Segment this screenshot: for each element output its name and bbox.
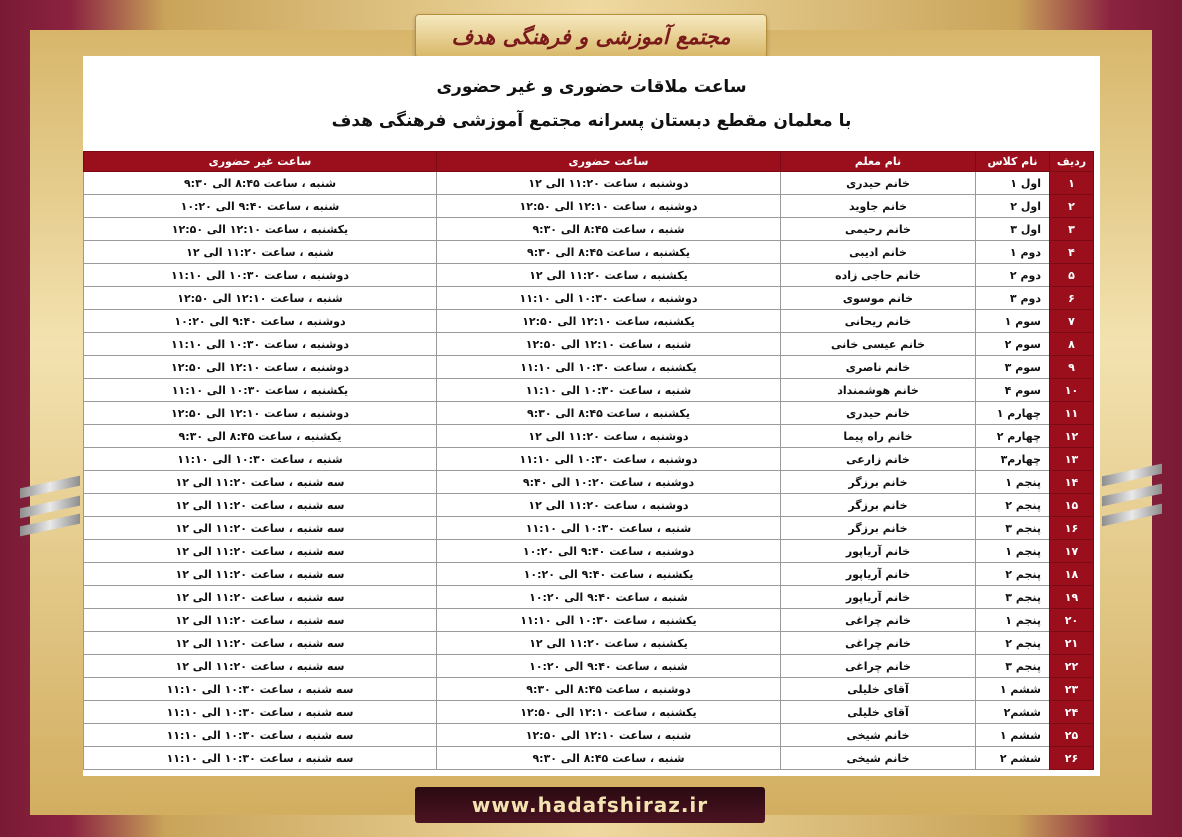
table-row — [84, 425, 1094, 448]
online-time-cell: شنبه ، ساعت ۱۰:۳۰ الی ۱۱:۱۰ — [84, 448, 437, 471]
class-name-cell: ششم۲ — [976, 701, 1050, 724]
table-row — [84, 701, 1094, 724]
teacher-name-cell: خانم آریاپور — [781, 540, 976, 563]
table-row — [84, 218, 1094, 241]
teacher-name-cell: خانم جاوید — [781, 195, 976, 218]
table-row — [84, 678, 1094, 701]
row-number-cell: ۲۱ — [1050, 632, 1094, 655]
class-name-cell: سوم ۳ — [976, 356, 1050, 379]
row-number-cell: ۹ — [1050, 356, 1094, 379]
inperson-time-cell: دوشنبه ، ساعت ۱۱:۲۰ الی ۱۲ — [437, 494, 781, 517]
online-time-cell: دوشنبه ، ساعت ۹:۴۰ الی ۱۰:۲۰ — [84, 310, 437, 333]
row-number-cell: ۱۰ — [1050, 379, 1094, 402]
class-name-cell: ششم ۲ — [976, 747, 1050, 770]
teacher-name-cell: خانم چراغی — [781, 609, 976, 632]
heading-line-2: با معلمان مقطع دبستان پسرانه مجتمع آموزشی فرهنگی هدف — [331, 111, 852, 131]
table-row — [84, 747, 1094, 770]
online-time-cell: سه شنبه ، ساعت ۱۱:۲۰ الی ۱۲ — [84, 609, 437, 632]
inperson-time-cell: شنبه ، ساعت ۱۲:۱۰ الی ۱۲:۵۰ — [437, 333, 781, 356]
online-time-cell: شنبه ، ساعت ۸:۴۵ الی ۹:۳۰ — [84, 172, 437, 195]
teacher-name-cell: خانم عیسی خانی — [781, 333, 976, 356]
inperson-time-cell: شنبه ، ساعت ۹:۴۰ الی ۱۰:۲۰ — [437, 586, 781, 609]
table-row — [84, 609, 1094, 632]
table-row — [84, 586, 1094, 609]
online-time-cell: سه شنبه ، ساعت ۱۱:۲۰ الی ۱۲ — [84, 586, 437, 609]
row-number-cell: ۸ — [1050, 333, 1094, 356]
online-time-cell: دوشنبه ، ساعت ۱۰:۳۰ الی ۱۱:۱۰ — [84, 264, 437, 287]
online-time-cell: سه شنبه ، ساعت ۱۰:۳۰ الی ۱۱:۱۰ — [84, 701, 437, 724]
row-number-cell: ۱۶ — [1050, 517, 1094, 540]
inperson-time-cell: دوشنبه ، ساعت ۱۱:۲۰ الی ۱۲ — [437, 172, 781, 195]
teacher-name-cell: خانم برزگر — [781, 494, 976, 517]
online-time-cell: سه شنبه ، ساعت ۱۱:۲۰ الی ۱۲ — [84, 494, 437, 517]
table-row — [84, 333, 1094, 356]
class-name-cell: چهارم ۱ — [976, 402, 1050, 425]
header-banner — [415, 14, 767, 58]
class-name-cell: دوم ۱ — [976, 241, 1050, 264]
teacher-name-cell: خانم چراغی — [781, 632, 976, 655]
schedule-table — [83, 151, 1094, 770]
row-number-cell: ۳ — [1050, 218, 1094, 241]
online-time-cell: سه شنبه ، ساعت ۱۱:۲۰ الی ۱۲ — [84, 471, 437, 494]
row-number-cell: ۱ — [1050, 172, 1094, 195]
website-url: www.hadafshiraz.ir — [471, 793, 709, 817]
online-time-cell: دوشنبه ، ساعت ۱۰:۳۰ الی ۱۱:۱۰ — [84, 333, 437, 356]
online-time-cell: یکشنبه ، ساعت ۱۰:۳۰ الی ۱۱:۱۰ — [84, 379, 437, 402]
table-header-row — [84, 152, 1094, 172]
table-row — [84, 517, 1094, 540]
online-time-cell: سه شنبه ، ساعت ۱۱:۲۰ الی ۱۲ — [84, 540, 437, 563]
class-name-cell: اول ۱ — [976, 172, 1050, 195]
teacher-name-cell: خانم برزگر — [781, 471, 976, 494]
row-number-cell: ۵ — [1050, 264, 1094, 287]
row-number-cell: ۲ — [1050, 195, 1094, 218]
online-time-cell: سه شنبه ، ساعت ۱۱:۲۰ الی ۱۲ — [84, 632, 437, 655]
table-row — [84, 448, 1094, 471]
row-number-cell: ۱۸ — [1050, 563, 1094, 586]
inperson-time-cell: یکشنبه ، ساعت ۹:۴۰ الی ۱۰:۲۰ — [437, 563, 781, 586]
inperson-time-cell: دوشنبه ، ساعت ۱۰:۲۰ الی ۹:۴۰ — [437, 471, 781, 494]
online-time-cell: سه شنبه ، ساعت ۱۰:۳۰ الی ۱۱:۱۰ — [84, 747, 437, 770]
inperson-time-cell: دوشنبه ، ساعت ۸:۴۵ الی ۹:۳۰ — [437, 678, 781, 701]
teacher-name-cell: خانم آریاپور — [781, 586, 976, 609]
online-time-cell: شنبه ، ساعت ۱۱:۲۰ الی ۱۲ — [84, 241, 437, 264]
inperson-time-cell: یکشنبه ، ساعت ۸:۴۵ الی ۹:۳۰ — [437, 402, 781, 425]
teacher-name-cell: آقای خلیلی — [781, 701, 976, 724]
inperson-time-cell: شنبه ، ساعت ۱۲:۱۰ الی ۱۲:۵۰ — [437, 724, 781, 747]
inperson-time-cell: دوشنبه ، ساعت ۹:۴۰ الی ۱۰:۲۰ — [437, 540, 781, 563]
class-name-cell: ششم ۱ — [976, 724, 1050, 747]
inperson-time-cell: یکشنبه ، ساعت ۱۱:۲۰ الی ۱۲ — [437, 264, 781, 287]
row-number-cell: ۱۹ — [1050, 586, 1094, 609]
inperson-time-cell: یکشنبه ، ساعت ۱۰:۳۰ الی ۱۱:۱۰ — [437, 356, 781, 379]
teacher-name-cell: خانم راه پیما — [781, 425, 976, 448]
class-name-cell: پنجم ۲ — [976, 632, 1050, 655]
class-name-cell: سوم ۱ — [976, 310, 1050, 333]
header-class-name: نام کلاس — [976, 152, 1050, 172]
table-row — [84, 356, 1094, 379]
inperson-time-cell: یکشنبه ، ساعت ۱۲:۱۰ الی ۱۲:۵۰ — [437, 701, 781, 724]
table-row — [84, 402, 1094, 425]
class-name-cell: سوم ۴ — [976, 379, 1050, 402]
online-time-cell: دوشنبه ، ساعت ۱۲:۱۰ الی ۱۲:۵۰ — [84, 356, 437, 379]
row-number-cell: ۲۴ — [1050, 701, 1094, 724]
header-online-time: ساعت غیر حضوری — [84, 152, 437, 172]
table-row — [84, 632, 1094, 655]
class-name-cell: پنجم ۱ — [976, 540, 1050, 563]
inperson-time-cell: دوشنبه ، ساعت ۱۲:۱۰ الی ۱۲:۵۰ — [437, 195, 781, 218]
row-number-cell: ۱۳ — [1050, 448, 1094, 471]
row-number-cell: ۲۶ — [1050, 747, 1094, 770]
teacher-name-cell: آقای خلیلی — [781, 678, 976, 701]
row-number-cell: ۱۱ — [1050, 402, 1094, 425]
inperson-time-cell: یکشنبه ، ساعت ۱۰:۳۰ الی ۱۱:۱۰ — [437, 609, 781, 632]
inperson-time-cell: یکشنبه، ساعت ۱۲:۱۰ الی ۱۲:۵۰ — [437, 310, 781, 333]
table-row — [84, 655, 1094, 678]
table-row — [84, 172, 1094, 195]
row-number-cell: ۱۷ — [1050, 540, 1094, 563]
online-time-cell: سه شنبه ، ساعت ۱۱:۲۰ الی ۱۲ — [84, 655, 437, 678]
online-time-cell: سه شنبه ، ساعت ۱۰:۳۰ الی ۱۱:۱۰ — [84, 678, 437, 701]
row-number-cell: ۱۴ — [1050, 471, 1094, 494]
online-time-cell: سه شنبه ، ساعت ۱۱:۲۰ الی ۱۲ — [84, 517, 437, 540]
row-number-cell: ۱۵ — [1050, 494, 1094, 517]
class-name-cell: چهارم۳ — [976, 448, 1050, 471]
row-number-cell: ۲۳ — [1050, 678, 1094, 701]
teacher-name-cell: خانم هوشمنداد — [781, 379, 976, 402]
row-number-cell: ۱۲ — [1050, 425, 1094, 448]
inperson-time-cell: دوشنبه ، ساعت ۱۰:۳۰ الی ۱۱:۱۰ — [437, 287, 781, 310]
inperson-time-cell: شنبه ، ساعت ۸:۴۵ الی ۹:۳۰ — [437, 218, 781, 241]
inperson-time-cell: شنبه ، ساعت ۱۰:۳۰ الی ۱۱:۱۰ — [437, 379, 781, 402]
table-body — [84, 172, 1094, 770]
online-time-cell: سه شنبه ، ساعت ۱۱:۲۰ الی ۱۲ — [84, 563, 437, 586]
class-name-cell: سوم ۲ — [976, 333, 1050, 356]
header-teacher-name: نام معلم — [781, 152, 976, 172]
teacher-name-cell: خانم حیدری — [781, 172, 976, 195]
table-row — [84, 563, 1094, 586]
inperson-time-cell: یکشنبه ، ساعت ۸:۴۵ الی ۹:۳۰ — [437, 241, 781, 264]
class-name-cell: اول ۲ — [976, 195, 1050, 218]
heading-line-1: ساعت ملاقات حضوری و غیر حضوری — [436, 77, 747, 97]
table-row — [84, 471, 1094, 494]
banner-title: مجتمع آموزشی و فرهنگی هدف — [451, 23, 731, 49]
inperson-time-cell: شنبه ، ساعت ۱۰:۳۰ الی ۱۱:۱۰ — [437, 517, 781, 540]
class-name-cell: دوم ۳ — [976, 287, 1050, 310]
class-name-cell: پنجم ۱ — [976, 609, 1050, 632]
row-number-cell: ۲۲ — [1050, 655, 1094, 678]
class-name-cell: ششم ۱ — [976, 678, 1050, 701]
content-paper — [83, 56, 1100, 776]
online-time-cell: شنبه ، ساعت ۹:۴۰ الی ۱۰:۲۰ — [84, 195, 437, 218]
table-row — [84, 287, 1094, 310]
class-name-cell: اول ۳ — [976, 218, 1050, 241]
class-name-cell: دوم ۲ — [976, 264, 1050, 287]
table-row — [84, 379, 1094, 402]
table-row — [84, 724, 1094, 747]
table-row — [84, 241, 1094, 264]
teacher-name-cell: خانم زارعی — [781, 448, 976, 471]
class-name-cell: پنجم ۲ — [976, 563, 1050, 586]
online-time-cell: یکشنبه ، ساعت ۸:۴۵ الی ۹:۳۰ — [84, 425, 437, 448]
class-name-cell: پنجم ۳ — [976, 517, 1050, 540]
class-name-cell: پنجم ۱ — [976, 471, 1050, 494]
online-time-cell: یکشنبه ، ساعت ۱۲:۱۰ الی ۱۲:۵۰ — [84, 218, 437, 241]
table-row — [84, 540, 1094, 563]
teacher-name-cell: خانم شیخی — [781, 724, 976, 747]
row-number-cell: ۴ — [1050, 241, 1094, 264]
teacher-name-cell: خانم حیدری — [781, 402, 976, 425]
row-number-cell: ۷ — [1050, 310, 1094, 333]
class-name-cell: پنجم ۳ — [976, 586, 1050, 609]
inperson-time-cell: دوشنبه ، ساعت ۱۰:۳۰ الی ۱۱:۱۰ — [437, 448, 781, 471]
page-heading — [83, 70, 1100, 138]
online-time-cell: سه شنبه ، ساعت ۱۰:۳۰ الی ۱۱:۱۰ — [84, 724, 437, 747]
teacher-name-cell: خانم آریاپور — [781, 563, 976, 586]
teacher-name-cell: خانم موسوی — [781, 287, 976, 310]
header-inperson-time: ساعت حضوری — [437, 152, 781, 172]
inperson-time-cell: یکشنبه ، ساعت ۱۱:۲۰ الی ۱۲ — [437, 632, 781, 655]
online-time-cell: شنبه ، ساعت ۱۲:۱۰ الی ۱۲:۵۰ — [84, 287, 437, 310]
row-number-cell: ۲۵ — [1050, 724, 1094, 747]
row-number-cell: ۶ — [1050, 287, 1094, 310]
teacher-name-cell: خانم شیخی — [781, 747, 976, 770]
teacher-name-cell: خانم ریحانی — [781, 310, 976, 333]
teacher-name-cell: خانم ناصری — [781, 356, 976, 379]
row-number-cell: ۲۰ — [1050, 609, 1094, 632]
teacher-name-cell: خانم برزگر — [781, 517, 976, 540]
teacher-name-cell: خانم رحیمی — [781, 218, 976, 241]
teacher-name-cell: خانم چراغی — [781, 655, 976, 678]
header-row-number: ردیف — [1050, 152, 1094, 172]
inperson-time-cell: شنبه ، ساعت ۸:۴۵ الی ۹:۳۰ — [437, 747, 781, 770]
table-row — [84, 494, 1094, 517]
table-row — [84, 195, 1094, 218]
online-time-cell: دوشنبه ، ساعت ۱۲:۱۰ الی ۱۲:۵۰ — [84, 402, 437, 425]
table-row — [84, 264, 1094, 287]
inperson-time-cell: شنبه ، ساعت ۹:۴۰ الی ۱۰:۲۰ — [437, 655, 781, 678]
class-name-cell: پنجم ۲ — [976, 494, 1050, 517]
class-name-cell: چهارم ۲ — [976, 425, 1050, 448]
teacher-name-cell: خانم حاجی زاده — [781, 264, 976, 287]
class-name-cell: پنجم ۳ — [976, 655, 1050, 678]
inperson-time-cell: دوشنبه ، ساعت ۱۱:۲۰ الی ۱۲ — [437, 425, 781, 448]
footer-banner — [415, 787, 765, 823]
teacher-name-cell: خانم ادیبی — [781, 241, 976, 264]
table-row — [84, 310, 1094, 333]
